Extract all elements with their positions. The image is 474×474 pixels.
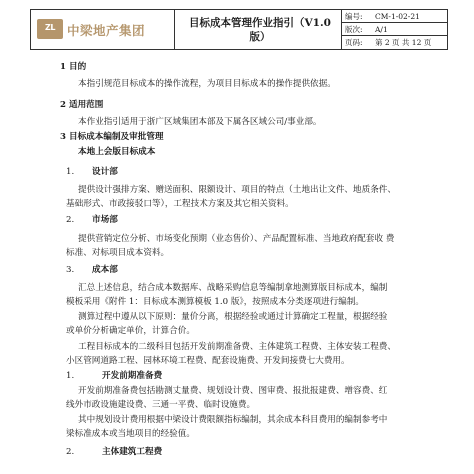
prep-line-4: 梁标准成本或当地项目的经验值。 xyxy=(66,429,195,439)
title-cell xyxy=(175,10,342,49)
version-label: 版次: xyxy=(345,25,363,34)
meta-version-row xyxy=(342,23,447,36)
design-line-2: 基础形式、市政接驳口等），工程技术方案及其它相关资料。 xyxy=(66,199,294,209)
version-value: A/1 xyxy=(375,25,388,34)
section-3-1-1-heading: 设计部 xyxy=(92,167,118,177)
section-3-heading: 3 目标成本编制及审批管理 xyxy=(60,132,164,142)
logo-emblem-text: ZL xyxy=(45,23,55,32)
section-3-1-3-number: 3. xyxy=(66,265,75,275)
cost-line-5: 工程目标成本的二级科目包括开发前期准备费、主体建筑工程费、主体安装工程费、 xyxy=(78,342,396,352)
section-3-1-2-heading: 市场部 xyxy=(92,215,118,225)
cost-line-4: 或单价分析确定单价，计算合价。 xyxy=(66,326,195,336)
company-name: 中梁地产集团 xyxy=(67,23,146,38)
cost-line-2: 模板采用《附件 1：目标成本测算模板 1.0 版》，按照成本分类逐项进行编制。 xyxy=(66,297,365,307)
meta-code-row xyxy=(342,10,447,23)
section-1-heading: 1 目的 xyxy=(60,62,87,72)
section-3-1-3-2-number: 2. xyxy=(66,447,75,457)
meta-page-row xyxy=(342,36,447,49)
cost-line-3: 测算过程中遵从以下原则：量价分离，根据经验或通过计算确定工程量，根据经验 xyxy=(78,312,388,322)
section-3-1-3-2-heading: 主体建筑工程费 xyxy=(102,447,163,457)
section-3-1-3-1-number: 1. xyxy=(66,371,75,381)
section-3-1-1-number: 1. xyxy=(66,167,75,177)
section-1-text: 本指引规范目标成本的操作流程，为项目目标成本的操作提供依据。 xyxy=(78,79,336,89)
design-line-1: 提供设计强排方案、赠送面积、限额设计、项目的特点（土地出让文件、地质条件、 xyxy=(78,185,396,195)
prep-line-2: 线外市政设施建设费、三通一平费、临时设施费。 xyxy=(66,400,256,410)
document-header xyxy=(30,9,448,50)
market-line-1: 提供营销定位分析、市场变化预期（业态售价）、产品配置标准、当地政府配套收 费 xyxy=(78,234,395,244)
meta-cell xyxy=(342,10,447,49)
section-2-heading: 2 适用范围 xyxy=(60,100,104,110)
section-3-1-heading: 本地上会版目标成本 xyxy=(78,147,156,157)
section-3-1-3-heading: 成本部 xyxy=(92,265,118,275)
cost-line-1: 汇总上述信息，结合成本数据库、战略采购信息等编制拿地测算版目标成本，编制 xyxy=(78,283,388,293)
code-label: 编号: xyxy=(345,12,363,21)
document-title: 目标成本管理作业指引（V1.0版） xyxy=(189,17,331,43)
section-3-1-2-number: 2. xyxy=(66,215,75,225)
market-line-2: 标准、对标项目成本资料。 xyxy=(66,248,170,258)
section-2-text: 本作业指引适用于浙广区域集团本部及下属各区域公司/事业部。 xyxy=(78,117,322,127)
page-value: 第 2 页 共 12 页 xyxy=(375,38,432,47)
cost-line-6: 小区管网道路工程、园林环境工程费、配套设施费、开发间接费七大费用。 xyxy=(66,356,350,366)
prep-line-3: 其中规划设计费用根据中梁设计费限额指标编制，其余成本科目费用的编制参考中 xyxy=(78,415,388,425)
page-label: 页码: xyxy=(345,38,363,47)
logo-cell xyxy=(31,10,175,49)
section-3-1-3-1-heading: 开发前期准备费 xyxy=(102,371,163,381)
code-value: CM-1-02-21 xyxy=(375,12,420,21)
prep-line-1: 开发前期准备费包括勘测丈量费、规划设计费、图审费、报批报建费、增容费、红 xyxy=(78,386,388,396)
company-logo-icon xyxy=(37,19,63,39)
